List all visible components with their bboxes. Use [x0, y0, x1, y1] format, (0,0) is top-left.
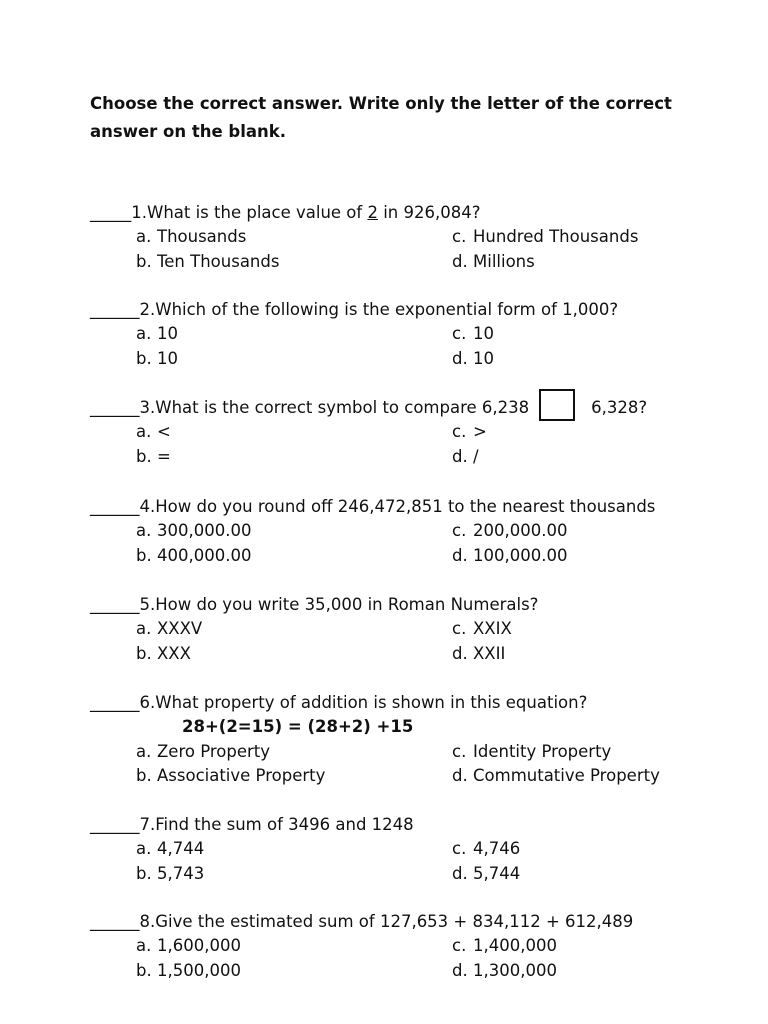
options-row: [90, 250, 730, 275]
options-row: [90, 837, 730, 862]
option-b: b. XXX: [136, 643, 191, 663]
options-row: [90, 420, 730, 445]
options-row: [90, 445, 730, 470]
option-c: c. 200,000.00: [452, 521, 568, 540]
option-c: c. 1,400,000: [452, 936, 557, 955]
answer-blank: ______4.: [90, 497, 156, 516]
option-a: a. 10: [136, 324, 178, 343]
question-stem: ______3.What is the correct symbol to compare 6,238 6,328?: [90, 396, 730, 420]
option-b: b. Associative Property: [136, 766, 326, 785]
option-a: a. 4,744: [136, 839, 205, 858]
option-a: a. XXXV: [136, 619, 203, 638]
option-b: b. 1,500,000: [136, 960, 241, 980]
comparison-box: [539, 389, 575, 421]
question-stem: ______2.Which of the following is the exponential form of 1,000?: [90, 300, 619, 319]
options-row: [90, 322, 730, 347]
answer-blank: ______2.: [90, 300, 156, 319]
option-b: b. Ten Thousands: [136, 251, 280, 271]
option-d: d. Commutative Property: [452, 766, 660, 785]
option-d: d. 1,300,000: [452, 960, 557, 980]
question-stem: ______7.Find the sum of 3496 and 1248: [90, 815, 414, 834]
option-d: d. XXII: [452, 643, 506, 663]
question-7: [90, 813, 730, 886]
question-5: [90, 593, 730, 666]
answer-blank: ______7.: [90, 815, 156, 834]
option-b: b. =: [136, 446, 171, 466]
option-a: a. 1,600,000: [136, 936, 241, 955]
question-stem: ______4.How do you round off 246,472,851 to the nearest thousands: [90, 497, 656, 516]
option-c: c. 10: [452, 324, 494, 343]
option-b: b. 10: [136, 348, 178, 368]
options-row: [90, 934, 730, 959]
options-row: [90, 347, 730, 372]
option-d: d. 100,000.00: [452, 545, 568, 565]
option-c: c. 4,746: [452, 839, 521, 858]
answer-blank: _____1.: [90, 203, 147, 222]
question-2: [90, 298, 730, 371]
question-1: [90, 201, 730, 274]
options-row: [90, 642, 730, 667]
question-4: [90, 495, 730, 568]
instructions: Choose the correct answer. Write only the letter of the correct answer on the blank.: [90, 94, 672, 141]
options-row: [90, 959, 730, 984]
option-d: d. Millions: [452, 251, 535, 271]
option-b: b. 5,743: [136, 863, 205, 883]
option-c: c. XXIX: [452, 619, 512, 638]
options-row: [90, 544, 730, 569]
options-row: [90, 740, 730, 765]
option-d: d. 5,744: [452, 863, 521, 883]
answer-blank: ______3.: [90, 398, 156, 417]
option-a: a. 300,000.00: [136, 521, 252, 540]
option-a: a. Thousands: [136, 227, 247, 246]
option-d: d. /: [452, 446, 479, 466]
options-row: [90, 617, 730, 642]
option-c: c. Identity Property: [452, 741, 612, 761]
answer-blank: ______5.: [90, 595, 156, 614]
question-stem: ______8.Give the estimated sum of 127,653 + 834,112 + 612,489: [90, 912, 634, 931]
answer-blank: ______6.: [90, 693, 156, 712]
question-stem: _____1.What is the place value of 2 in 926,084?: [90, 203, 481, 222]
question-6: [90, 691, 730, 789]
options-row: [90, 764, 730, 789]
option-b: b. 400,000.00: [136, 545, 252, 565]
options-row: [90, 862, 730, 887]
answer-blank: ______8.: [90, 912, 156, 931]
option-c: c. Hundred Thousands: [452, 227, 639, 246]
question-stem: ______5.How do you write 35,000 in Roman Numerals?: [90, 595, 539, 614]
option-a: a. <: [136, 422, 171, 441]
question-3: [90, 396, 730, 469]
question-8: [90, 910, 730, 983]
options-row: [90, 225, 730, 250]
question-stem: ______6.What property of addition is shown in this equation?: [90, 693, 588, 712]
options-row: [90, 519, 730, 544]
option-a: a. Zero Property: [136, 741, 271, 761]
option-d: d. 10: [452, 348, 494, 368]
underlined-digit: 2: [367, 203, 378, 222]
equation: 28+(2=15) = (28+2) +15: [182, 717, 414, 736]
option-c: c. >: [452, 422, 487, 441]
